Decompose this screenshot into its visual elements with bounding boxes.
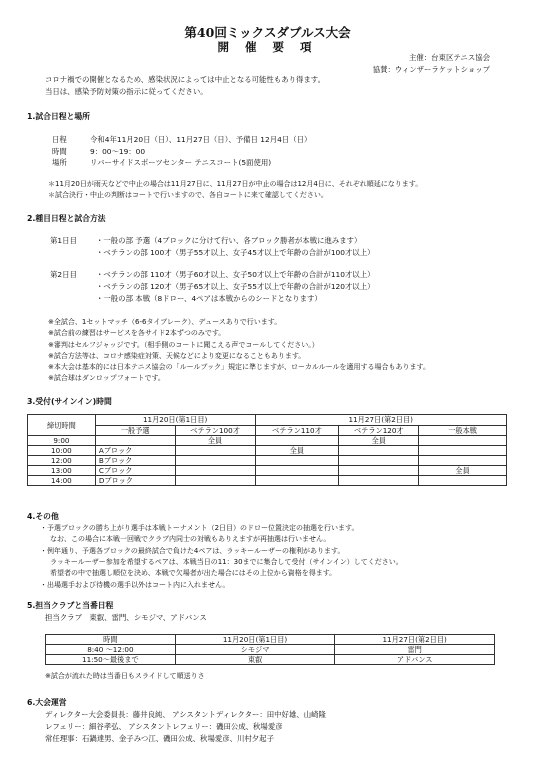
time-label: 時間 — [52, 147, 67, 156]
event-item: ・一般の部 予選（4ブロックに分けて行い、各ブロック勝者が本戦に進みます） — [96, 236, 362, 245]
column-header: ベテラン100才 — [175, 425, 255, 436]
clubs-line: 担当クラブ 東叡、雷門、シモジマ、アドバンス — [45, 613, 207, 622]
day2-header: 11月27日(第2日目) — [255, 415, 507, 426]
venue-value: リバーサイドスポーツセンター テニスコート(5面使用) — [90, 158, 272, 167]
rule-note: ※試合球はダンロップフォートです。 — [48, 374, 165, 382]
cell: 全員 — [419, 466, 507, 476]
cell — [339, 476, 419, 486]
cell: 雷門 — [335, 645, 495, 655]
staff-line: 常任理事：石鍋達男、金子みつ江、磯田公成、秋場愛彦、川村夕起子 — [45, 734, 274, 743]
document-subtitle: 開 催 要 項 — [217, 40, 318, 54]
duty-note: ※試合が流れた時は当番日もスライドして順送りさ — [45, 672, 205, 680]
duty-table — [45, 634, 495, 665]
cell — [255, 466, 339, 476]
cell — [339, 466, 419, 476]
column-header: 一般予選 — [95, 425, 175, 436]
cell: アドバンス — [335, 655, 495, 665]
cell — [255, 476, 339, 486]
rule-note: ※試合前の練習はサービスを各サイド2本ずつのみです。 — [48, 329, 226, 337]
cell — [255, 436, 339, 446]
cell: Aブロック — [95, 446, 175, 456]
section-heading: 1.試合日程と場所 — [27, 112, 90, 121]
document-title: 第40回ミックスダブルス大会 — [184, 25, 351, 40]
sponsor-line: 協賛：ウィンザーラケットショップ — [372, 65, 490, 74]
note-line: ＊11月20日が雨天などで中止の場合は11月27日に、11月27日が中止の場合は12月4日に、それぞれ順延になります。 — [48, 180, 423, 188]
cell — [175, 476, 255, 486]
column-header: ベテラン110才 — [255, 425, 339, 436]
cell: Cブロック — [95, 466, 175, 476]
table-row — [28, 446, 507, 456]
section-heading: 6.大会運営 — [27, 698, 67, 707]
other-line: ラッキールーザー参加を希望するペアは、本戦当日の11：30までに集合して受付（サインイン）してください。 — [50, 558, 403, 566]
event-item: ・ベテランの部 100才（男子55才以上、女子45才以上で年齢の合計が100才以上） — [96, 248, 375, 257]
day1-header: 11月20日(第1日目) — [95, 415, 255, 426]
signin-table — [27, 414, 507, 486]
table-row — [46, 655, 495, 665]
table-row — [46, 645, 495, 655]
intro-line: 当日は、感染予防対策の指示に従ってください。 — [45, 87, 208, 96]
cell: Bブロック — [95, 456, 175, 466]
rule-note: ※試合方法等は、コロナ感染症対策、天候などにより変更になることもあります。 — [48, 352, 306, 360]
section-heading: 2.種目日程と試合方法 — [27, 214, 106, 223]
section-heading: 4.その他 — [27, 512, 59, 521]
cell: 全員 — [339, 436, 419, 446]
cell — [419, 456, 507, 466]
cell — [175, 466, 255, 476]
time-cell: 10:00 — [28, 446, 96, 456]
table-row — [28, 476, 507, 486]
column-header: 11月27日(第2日目) — [335, 635, 495, 645]
cell — [339, 456, 419, 466]
staff-line: ディレクター大会委員長：藤井良純、 アシスタントディレクター：田中好雄、山崎隆 — [45, 710, 326, 719]
time-cell: 14:00 — [28, 476, 96, 486]
cell: 11:50～最後まで — [46, 655, 176, 665]
rule-note: ※本大会は基本的には日本テニス協会の「ルールブック」規定に準じますが、ローカルルールを適用する場合もあります。 — [48, 363, 430, 371]
time-cell: 9:00 — [28, 436, 96, 446]
cell — [339, 446, 419, 456]
table-corner: 締切時間 — [28, 415, 96, 436]
event-item: ・一般の部 本戦（8ドロー、4ペアは本戦からのシードとなります） — [96, 294, 322, 303]
section-heading: 5.担当クラブと当番日程 — [27, 601, 114, 610]
table-row — [28, 456, 507, 466]
cell — [419, 476, 507, 486]
other-line: ・予選ブロックの勝ち上がり選手は本戦トーナメント（2日目）のドロー位置決定の抽選を行います。 — [40, 524, 359, 532]
day1-label: 第1日目 — [50, 236, 77, 245]
cell: 全員 — [175, 436, 255, 446]
other-line: ・例年通り、予選各ブロックの最終試合で負けた4ペアは、ラッキールーザーの権利があります。 — [40, 547, 345, 555]
cell — [175, 446, 255, 456]
time-cell: 13:00 — [28, 466, 96, 476]
cell: 東叡 — [175, 655, 335, 665]
schedule-label: 日程 — [52, 135, 67, 144]
rule-note: ※全試合、1セットマッチ（6-6タイブレーク）、デュースありで行います。 — [48, 318, 282, 326]
table-row — [28, 436, 507, 446]
other-line: ・出場選手および待機の選手以外はコート内に入れません。 — [40, 581, 230, 589]
other-line: 希望者の中で抽選し順位を決め、本戦で欠場者が出た場合にはその上位から資格を得ます。 — [50, 569, 337, 577]
cell — [419, 436, 507, 446]
intro-line: コロナ禍での開催となるため、感染状況によっては中止となる可能性もあり得ます。 — [45, 75, 325, 84]
other-line: なお、この場合に本戦一回戦でクラブ内同士の対戦もありえますが再抽選は行いません。 — [50, 535, 331, 543]
event-item: ・ベテランの部 120才（男子65才以上、女子55才以上で年齢の合計が120才以上） — [96, 282, 375, 291]
time-cell: 12:00 — [28, 456, 96, 466]
staff-line: レフェリー：細谷孝弘、 アシスタントレフェリー：磯田公成、秋場愛彦 — [45, 722, 283, 731]
column-header: 時間 — [46, 635, 176, 645]
cell — [255, 456, 339, 466]
section-heading: 3.受付(サインイン)時間 — [27, 397, 112, 406]
cell: 8:40 ～12:00 — [46, 645, 176, 655]
cell: シモジマ — [175, 645, 335, 655]
column-header: 11月20日(第1日目) — [175, 635, 335, 645]
venue-label: 場所 — [52, 158, 67, 167]
column-header: 一般本戦 — [419, 425, 507, 436]
cell — [95, 436, 175, 446]
time-value: 9：00～19：00 — [90, 147, 146, 156]
cell: Dブロック — [95, 476, 175, 486]
cell — [419, 446, 507, 456]
host-line: 主催：台東区テニス協会 — [408, 53, 490, 62]
column-header: ベテラン120才 — [339, 425, 419, 436]
rule-note: ※審判はセルフジャッジです。（相手側のコートに聞こえる声でコールしてください。） — [48, 341, 319, 349]
schedule-value: 令和4年11月20日（日）、11月27日（日）、予備日 12月4日（日） — [90, 135, 312, 144]
cell: 全員 — [255, 446, 339, 456]
day2-label: 第2日目 — [50, 270, 77, 279]
event-item: ・ベテランの部 110才（男子60才以上、女子50才以上で年齢の合計が110才以上） — [96, 270, 375, 279]
cell — [175, 456, 255, 466]
note-line: ＊試合決行・中止の判断はコートで行いますので、各自コートに来て確認してください。 — [48, 191, 328, 199]
table-row — [28, 466, 507, 476]
